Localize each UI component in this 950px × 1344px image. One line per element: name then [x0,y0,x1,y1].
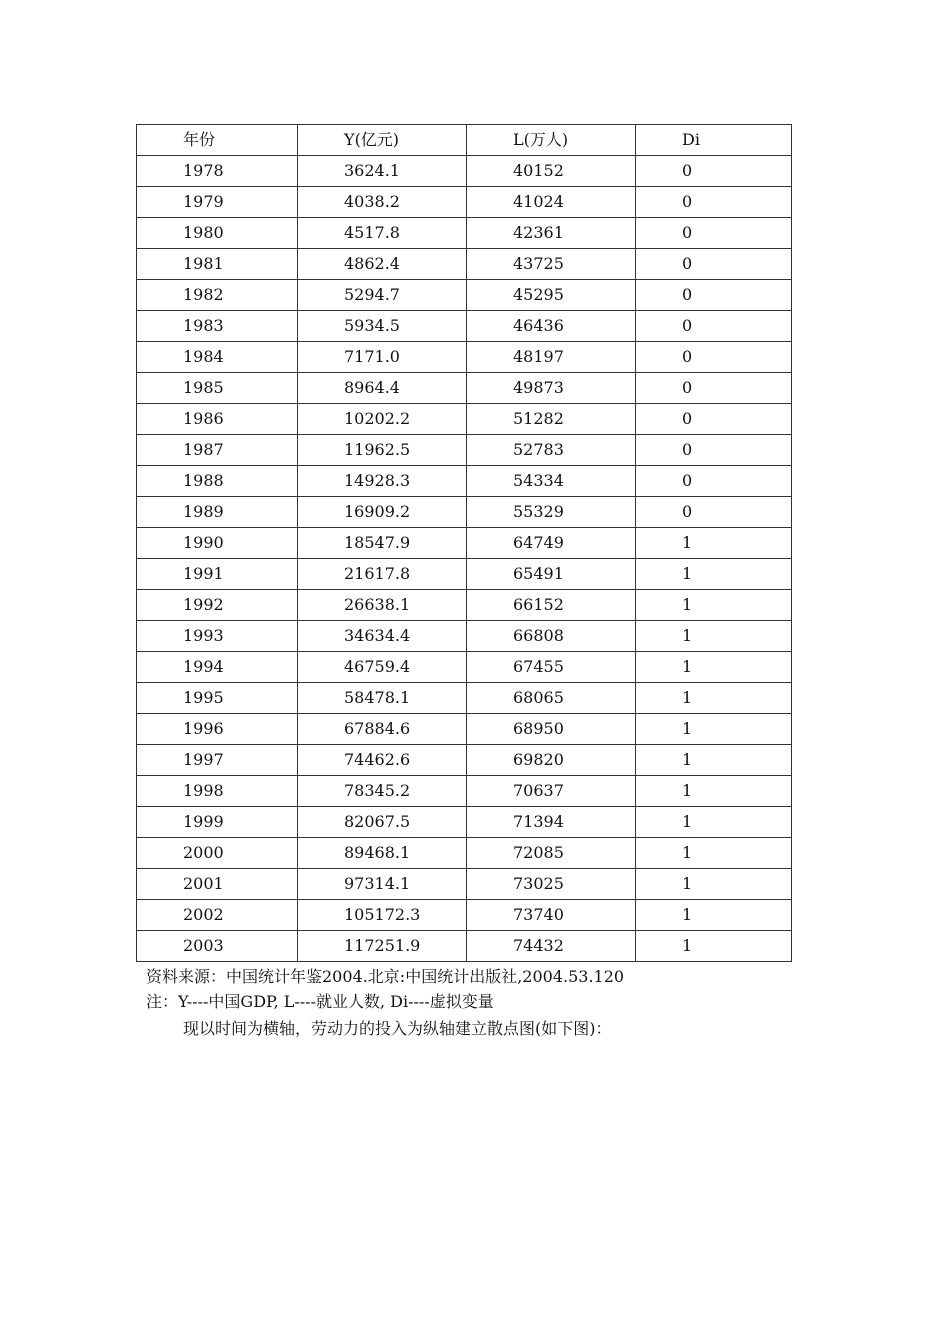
cell-year: 1987 [137,435,298,466]
table-row [137,528,792,559]
cell-year: 1994 [137,652,298,683]
cell-year: 1990 [137,528,298,559]
table-row [137,838,792,869]
cell-dummy: 0 [636,311,792,342]
table-row [137,714,792,745]
table-row [137,652,792,683]
table-row [137,311,792,342]
cell-labor: 55329 [467,497,636,528]
cell-gdp: 10202.2 [298,404,467,435]
cell-gdp: 4862.4 [298,249,467,280]
table-row [137,745,792,776]
cell-year: 1984 [137,342,298,373]
cell-gdp: 14928.3 [298,466,467,497]
cell-year: 1980 [137,218,298,249]
cell-dummy: 1 [636,869,792,900]
cell-dummy: 0 [636,342,792,373]
cell-dummy: 0 [636,249,792,280]
table-row [137,156,792,187]
table-row [137,187,792,218]
table-body [137,156,792,962]
cell-dummy: 0 [636,435,792,466]
cell-labor: 69820 [467,745,636,776]
cell-gdp: 67884.6 [298,714,467,745]
cell-gdp: 5934.5 [298,311,467,342]
cell-gdp: 8964.4 [298,373,467,404]
cell-labor: 51282 [467,404,636,435]
cell-labor: 43725 [467,249,636,280]
table-header-row [137,125,792,156]
cell-year: 1997 [137,745,298,776]
header-year: 年份 [137,125,298,156]
table-row [137,497,792,528]
table-row [137,931,792,962]
cell-year: 1979 [137,187,298,218]
cell-gdp: 4517.8 [298,218,467,249]
cell-year: 1996 [137,714,298,745]
cell-gdp: 89468.1 [298,838,467,869]
cell-year: 1991 [137,559,298,590]
table-row [137,466,792,497]
header-dummy: Di [636,125,792,156]
cell-dummy: 0 [636,280,792,311]
cell-dummy: 1 [636,590,792,621]
table-row [137,900,792,931]
cell-labor: 42361 [467,218,636,249]
cell-gdp: 78345.2 [298,776,467,807]
cell-labor: 70637 [467,776,636,807]
cell-gdp: 82067.5 [298,807,467,838]
cell-dummy: 0 [636,466,792,497]
cell-gdp: 4038.2 [298,187,467,218]
cell-labor: 48197 [467,342,636,373]
cell-year: 1995 [137,683,298,714]
cell-labor: 41024 [467,187,636,218]
cell-dummy: 0 [636,218,792,249]
cell-year: 1993 [137,621,298,652]
cell-labor: 54334 [467,466,636,497]
cell-gdp: 7171.0 [298,342,467,373]
cell-labor: 52783 [467,435,636,466]
table-row [137,404,792,435]
cell-year: 1985 [137,373,298,404]
cell-year: 1999 [137,807,298,838]
cell-year: 1988 [137,466,298,497]
cell-year: 1981 [137,249,298,280]
table-row [137,280,792,311]
cell-gdp: 3624.1 [298,156,467,187]
cell-dummy: 1 [636,900,792,931]
table-row [137,342,792,373]
cell-gdp: 18547.9 [298,528,467,559]
cell-year: 1992 [137,590,298,621]
cell-labor: 65491 [467,559,636,590]
table-row [137,435,792,466]
cell-year: 2001 [137,869,298,900]
cell-dummy: 1 [636,931,792,962]
cell-gdp: 117251.9 [298,931,467,962]
cell-dummy: 1 [636,807,792,838]
cell-dummy: 1 [636,621,792,652]
table-row [137,373,792,404]
cell-dummy: 1 [636,528,792,559]
cell-labor: 72085 [467,838,636,869]
cell-gdp: 16909.2 [298,497,467,528]
cell-dummy: 1 [636,683,792,714]
cell-dummy: 1 [636,776,792,807]
cell-gdp: 74462.6 [298,745,467,776]
cell-labor: 68950 [467,714,636,745]
cell-labor: 40152 [467,156,636,187]
caption-text: 现以时间为横轴，劳动力的投入为纵轴建立散点图(如下图)： [183,1019,612,1038]
cell-gdp: 34634.4 [298,621,467,652]
cell-gdp: 105172.3 [298,900,467,931]
cell-labor: 73740 [467,900,636,931]
table-row [137,776,792,807]
cell-labor: 66152 [467,590,636,621]
cell-gdp: 5294.7 [298,280,467,311]
cell-dummy: 0 [636,404,792,435]
table-row [137,249,792,280]
source-note: 资料来源：中国统计年鉴2004.北京:中国统计出版社,2004.53.120 [146,967,625,986]
table-row [137,807,792,838]
cell-gdp: 11962.5 [298,435,467,466]
cell-dummy: 1 [636,652,792,683]
cell-year: 1998 [137,776,298,807]
cell-gdp: 97314.1 [298,869,467,900]
cell-year: 1978 [137,156,298,187]
legend-note: 注：Y----中国GDP, L----就业人数, Di----虚拟变量 [146,992,494,1011]
header-labor: L(万人) [467,125,636,156]
cell-year: 1983 [137,311,298,342]
cell-gdp: 58478.1 [298,683,467,714]
table-row [137,683,792,714]
table-row [137,218,792,249]
table-row [137,559,792,590]
cell-labor: 67455 [467,652,636,683]
table-row [137,621,792,652]
cell-year: 1982 [137,280,298,311]
table-row [137,590,792,621]
cell-dummy: 1 [636,559,792,590]
cell-dummy: 0 [636,373,792,404]
cell-year: 2003 [137,931,298,962]
cell-gdp: 21617.8 [298,559,467,590]
cell-dummy: 0 [636,497,792,528]
cell-dummy: 1 [636,745,792,776]
cell-year: 1989 [137,497,298,528]
cell-labor: 46436 [467,311,636,342]
cell-labor: 73025 [467,869,636,900]
cell-labor: 49873 [467,373,636,404]
cell-dummy: 1 [636,714,792,745]
cell-gdp: 46759.4 [298,652,467,683]
cell-labor: 71394 [467,807,636,838]
cell-dummy: 0 [636,187,792,218]
cell-labor: 45295 [467,280,636,311]
cell-labor: 64749 [467,528,636,559]
cell-year: 1986 [137,404,298,435]
cell-dummy: 1 [636,838,792,869]
table-row [137,869,792,900]
data-table [136,124,792,962]
cell-labor: 74432 [467,931,636,962]
cell-year: 2002 [137,900,298,931]
header-gdp: Y(亿元) [298,125,467,156]
cell-labor: 66808 [467,621,636,652]
cell-labor: 68065 [467,683,636,714]
cell-dummy: 0 [636,156,792,187]
cell-year: 2000 [137,838,298,869]
cell-gdp: 26638.1 [298,590,467,621]
